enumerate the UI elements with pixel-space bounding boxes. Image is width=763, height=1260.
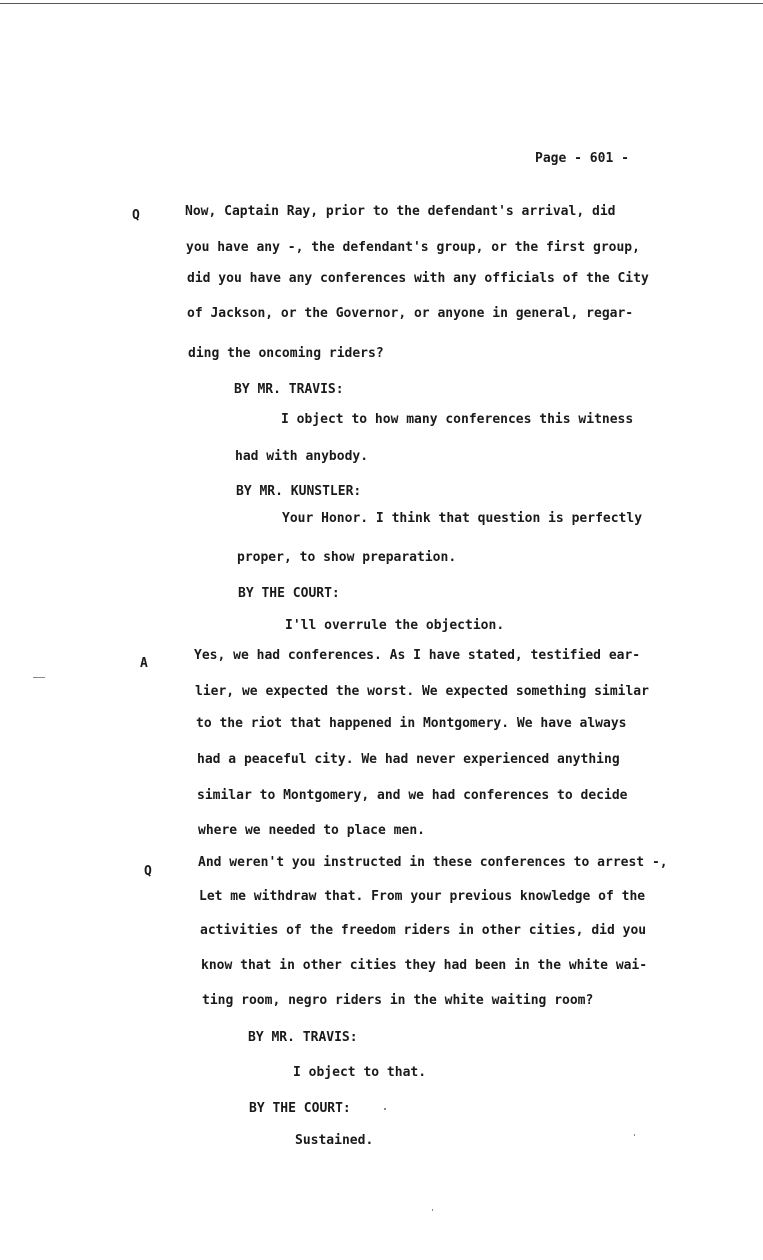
- speaker-label: BY THE COURT:: [249, 1101, 351, 1116]
- question-line: ting room, negro riders in the white waiting room?: [202, 993, 594, 1008]
- question-line: Let me withdraw that. From your previous knowledge of the: [199, 889, 646, 904]
- question-line: know that in other cities they had been in the white wai-: [201, 958, 648, 973]
- answer-marker: A: [140, 656, 148, 671]
- question-line: And weren't you instructed in these conferences to arrest -,: [198, 855, 668, 870]
- answer-line: to the riot that happened in Montgomery. We have always: [196, 716, 627, 731]
- statement-line: had with anybody.: [235, 449, 369, 464]
- page-top-edge: [0, 3, 763, 4]
- speaker-label: BY MR. TRAVIS:: [248, 1030, 358, 1045]
- answer-line: had a peaceful city. We had never experienced anything: [197, 752, 620, 767]
- statement-line: Your Honor. I think that question is perfectly: [282, 511, 643, 526]
- question-marker: Q: [132, 208, 140, 223]
- statement-line: proper, to show preparation.: [237, 550, 457, 565]
- statement-line: I object to how many conferences this witness: [281, 412, 634, 427]
- statement-line: I object to that.: [293, 1065, 427, 1080]
- scan-mark: [432, 1209, 433, 1211]
- speaker-label: BY MR. KUNSTLER:: [236, 484, 362, 499]
- question-line: activities of the freedom riders in other cities, did you: [200, 923, 647, 938]
- question-line: ding the oncoming riders?: [188, 346, 384, 361]
- statement-line: Sustained.: [295, 1133, 374, 1148]
- question-marker: Q: [144, 864, 152, 879]
- question-line: you have any -, the defendant's group, or the first group,: [186, 240, 640, 255]
- answer-line: where we needed to place men.: [198, 823, 425, 838]
- scan-mark: [384, 1108, 386, 1110]
- statement-line: I'll overrule the objection.: [285, 618, 505, 633]
- question-line: of Jackson, or the Governor, or anyone in general, regar-: [187, 306, 634, 321]
- question-line: did you have any conferences with any officials of the City: [187, 271, 649, 286]
- answer-line: similar to Montgomery, and we had conferences to decide: [197, 788, 628, 803]
- answer-line: Yes, we had conferences. As I have stated, testified ear-: [194, 648, 641, 663]
- answer-line: lier, we expected the worst. We expected something similar: [195, 684, 649, 699]
- question-line: Now, Captain Ray, prior to the defendant's arrival, did: [185, 204, 616, 219]
- speaker-label: BY THE COURT:: [238, 586, 340, 601]
- scan-mark: [33, 677, 45, 678]
- speaker-label: BY MR. TRAVIS:: [234, 382, 344, 397]
- scan-mark: [634, 1134, 635, 1136]
- page-number: Page - 601 -: [535, 151, 629, 166]
